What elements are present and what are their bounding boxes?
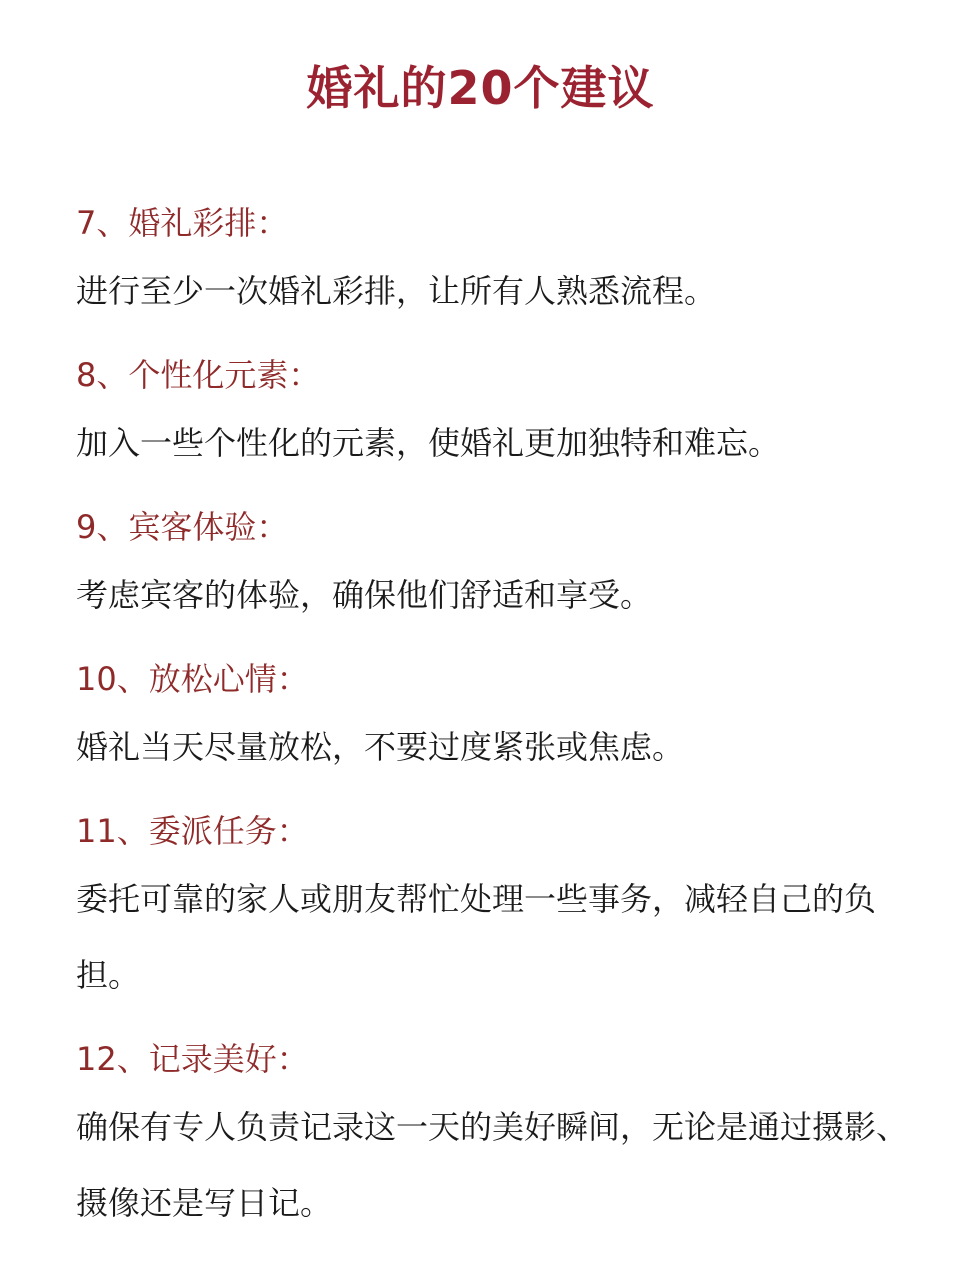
tip-item <box>76 193 926 329</box>
tip-body: 加入一些个性化的元素，使婚礼更加独特和难忘。 <box>76 424 781 462</box>
tip-body: 考虑宾客的体验，确保他们舒适和享受。 <box>76 576 653 614</box>
tip-heading: 10、放松心情： <box>76 660 309 698</box>
tip-item <box>76 345 926 481</box>
tips-list <box>76 193 926 1241</box>
tip-body: 进行至少一次婚礼彩排，让所有人熟悉流程。 <box>76 272 717 310</box>
tip-heading: 7、婚礼彩排： <box>76 204 289 242</box>
page-title: 婚礼的20个建议 <box>306 61 655 115</box>
tip-heading: 8、个性化元素： <box>76 356 321 394</box>
tip-body: 确保有专人负责记录这一天的美好瞬间，无论是通过摄影、摄像还是写日记。 <box>76 1108 909 1222</box>
tip-item <box>76 801 926 1013</box>
tip-heading: 11、委派任务： <box>76 812 309 850</box>
tip-body: 婚礼当天尽量放松，不要过度紧张或焦虑。 <box>76 728 685 766</box>
tip-item <box>76 649 926 785</box>
tip-item <box>76 1029 926 1241</box>
tip-item <box>76 497 926 633</box>
tip-heading: 9、宾客体验： <box>76 508 289 546</box>
tip-body: 委托可靠的家人或朋友帮忙处理一些事务，减轻自己的负担。 <box>76 880 877 994</box>
tip-heading: 12、记录美好： <box>76 1040 309 1078</box>
